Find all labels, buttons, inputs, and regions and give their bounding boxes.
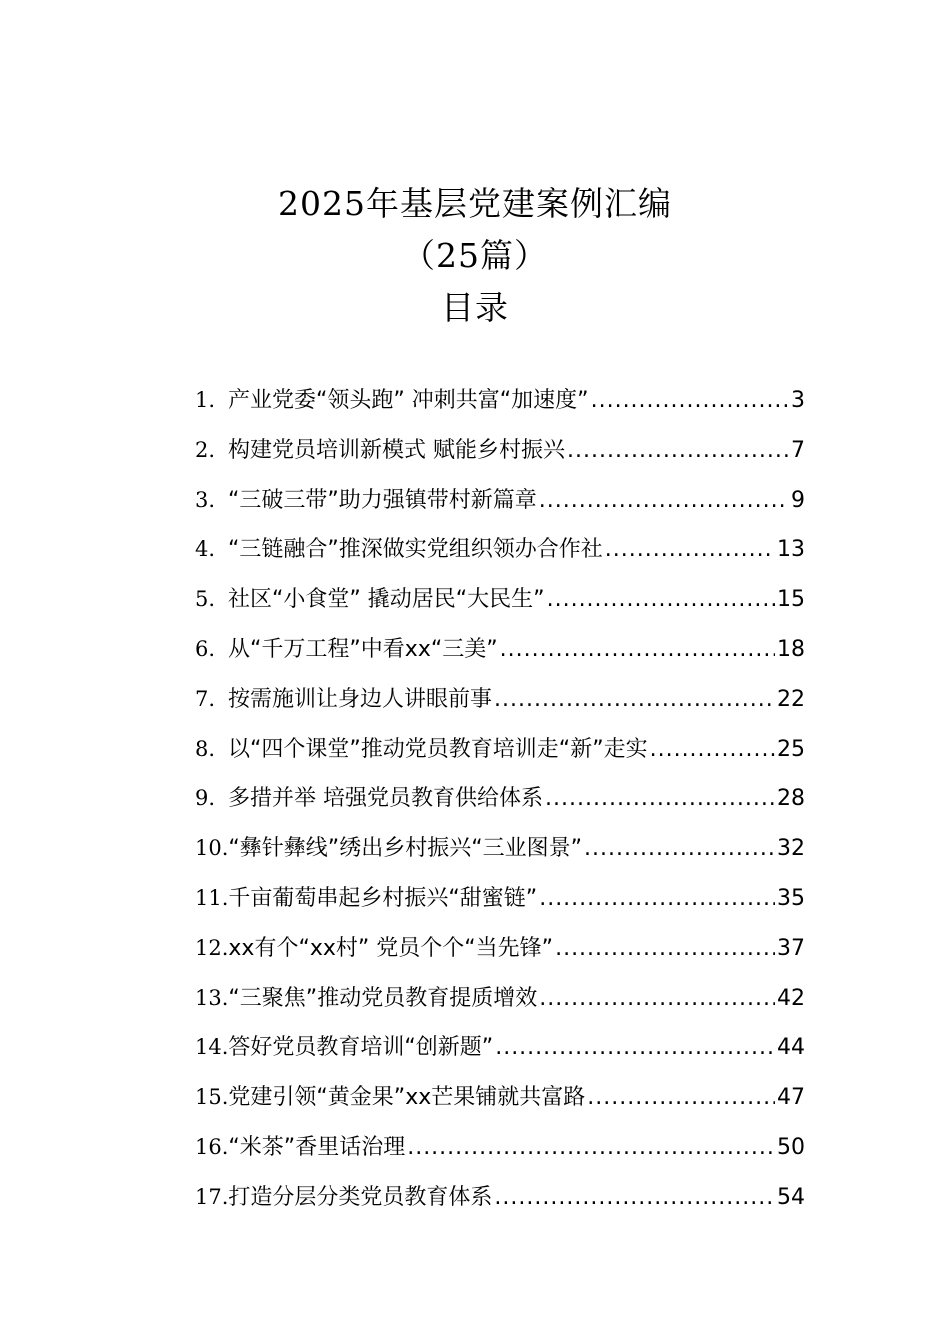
toc-entry-title: 打造分层分类党员教育体系 [228,1184,493,1210]
toc-entry-number: 5. [195,587,216,612]
toc-leader-dots [539,874,775,924]
toc-entry-number: 7. [195,686,216,711]
toc-entry-page: 42 [777,985,805,1011]
toc-entry-title: 答好党员教育培训“创新题” [228,1035,494,1061]
toc-entry[interactable] [195,525,805,575]
toc-leader-dots [587,1073,775,1123]
toc-entry-number: 10. [195,836,229,861]
toc-entry[interactable] [195,924,805,974]
toc-entry-page: 25 [777,736,805,762]
toc-entry-title: “三聚焦”推动党员教育提质增效 [228,985,538,1011]
toc-entry[interactable] [195,1073,805,1123]
toc-entry-page: 44 [777,1035,805,1061]
toc-entry-number: 15. [195,1085,229,1110]
toc-entry[interactable] [195,824,805,874]
toc-leader-dots [494,675,775,725]
toc-entry-page: 7 [791,437,805,463]
toc-entry-page: 32 [777,836,805,862]
toc-entry-number: 14. [195,1035,229,1060]
toc-leader-dots [605,525,775,575]
toc-entry-page: 9 [791,487,805,513]
toc-entry-page: 22 [777,686,805,712]
toc-entry-title: xx有个“xx村” 党员个个“当先锋” [228,935,554,961]
toc-leader-dots [500,625,775,675]
toc-entry-title: 构建党员培训新模式 赋能乡村振兴 [228,437,565,463]
toc-entry-number: 13. [195,985,229,1010]
document-title: 2025年基层党建案例汇编 [278,184,672,223]
toc-entry-number: 16. [195,1134,229,1159]
toc-entry-page: 47 [777,1085,805,1111]
toc-entry-page: 13 [777,537,805,563]
table-of-contents [195,376,805,1223]
toc-entry[interactable] [195,675,805,725]
toc-entry[interactable] [195,575,805,625]
toc-entry-page: 54 [777,1184,805,1210]
toc-entry-title: “三链融合”推深做实党组织领办合作社 [228,537,603,563]
toc-entry-number: 8. [195,736,216,761]
toc-entry[interactable] [195,625,805,675]
toc-entry-number: 3. [195,487,216,512]
toc-entry-title: 从“千万工程”中看xx“三美” [228,636,498,662]
toc-leader-dots [547,575,775,625]
toc-entry[interactable] [195,1173,805,1223]
toc-entry[interactable] [195,974,805,1024]
toc-entry-number: 2. [195,437,216,462]
document-subtitle: （25篇） [402,236,548,275]
toc-entry-title: 多措并举 培强党员教育供给体系 [228,786,543,812]
toc-leader-dots [545,774,775,824]
toc-entry-title: “米茶”香里话治理 [228,1134,406,1160]
toc-leader-dots [495,1023,775,1073]
toc-entry-number: 4. [195,537,216,562]
toc-entry[interactable] [195,1123,805,1173]
title-block [0,178,950,334]
toc-leader-dots [584,824,775,874]
toc-entry-title: “三破三带”助力强镇带村新篇章 [228,487,537,513]
toc-entry-number: 9. [195,786,216,811]
toc-entry-title: 以“四个课堂”推动党员教育培训走“新”走实 [228,736,648,762]
toc-entry-number: 6. [195,636,216,661]
toc-entry-page: 50 [777,1134,805,1160]
toc-leader-dots [407,1123,775,1173]
toc-entry[interactable] [195,774,805,824]
toc-entry[interactable] [195,874,805,924]
toc-entry[interactable] [195,476,805,526]
toc-entry-page: 28 [777,786,805,812]
toc-entry[interactable] [195,1023,805,1073]
toc-entry-page: 3 [791,388,805,413]
toc-entry-number: 12. [195,935,229,960]
toc-leader-dots [539,476,789,526]
toc-entry[interactable] [195,725,805,775]
toc-entry-page: 18 [777,636,805,662]
toc-leader-dots [494,1173,775,1223]
toc-entry-page: 15 [777,587,805,613]
toc-entry-number: 1. [195,388,216,412]
toc-leader-dots [555,924,775,974]
toc-entry[interactable] [195,426,805,476]
toc-entry-title: 社区“小食堂” 撬动居民“大民生” [228,587,545,613]
toc-leader-dots [591,376,789,426]
toc-leader-dots [567,426,789,476]
toc-entry-title: 按需施训让身边人讲眼前事 [228,686,493,712]
toc-entry-number: 17. [195,1184,229,1209]
toc-entry-title: 产业党委“领头跑” 冲刺共富“加速度” [228,388,589,413]
toc-heading: 目录 [441,288,509,327]
toc-leader-dots [539,974,775,1024]
toc-entry[interactable] [195,376,805,426]
toc-leader-dots [650,725,775,775]
toc-entry-title: 千亩葡萄串起乡村振兴“甜蜜链” [228,885,538,911]
toc-entry-title: 党建引领“黄金果”xx芒果铺就共富路 [228,1085,586,1111]
toc-entry-number: 11. [195,885,229,910]
toc-entry-page: 35 [777,885,805,911]
toc-entry-title: “彝针彝线”绣出乡村振兴“三业图景” [228,836,582,862]
toc-entry-page: 37 [777,935,805,961]
